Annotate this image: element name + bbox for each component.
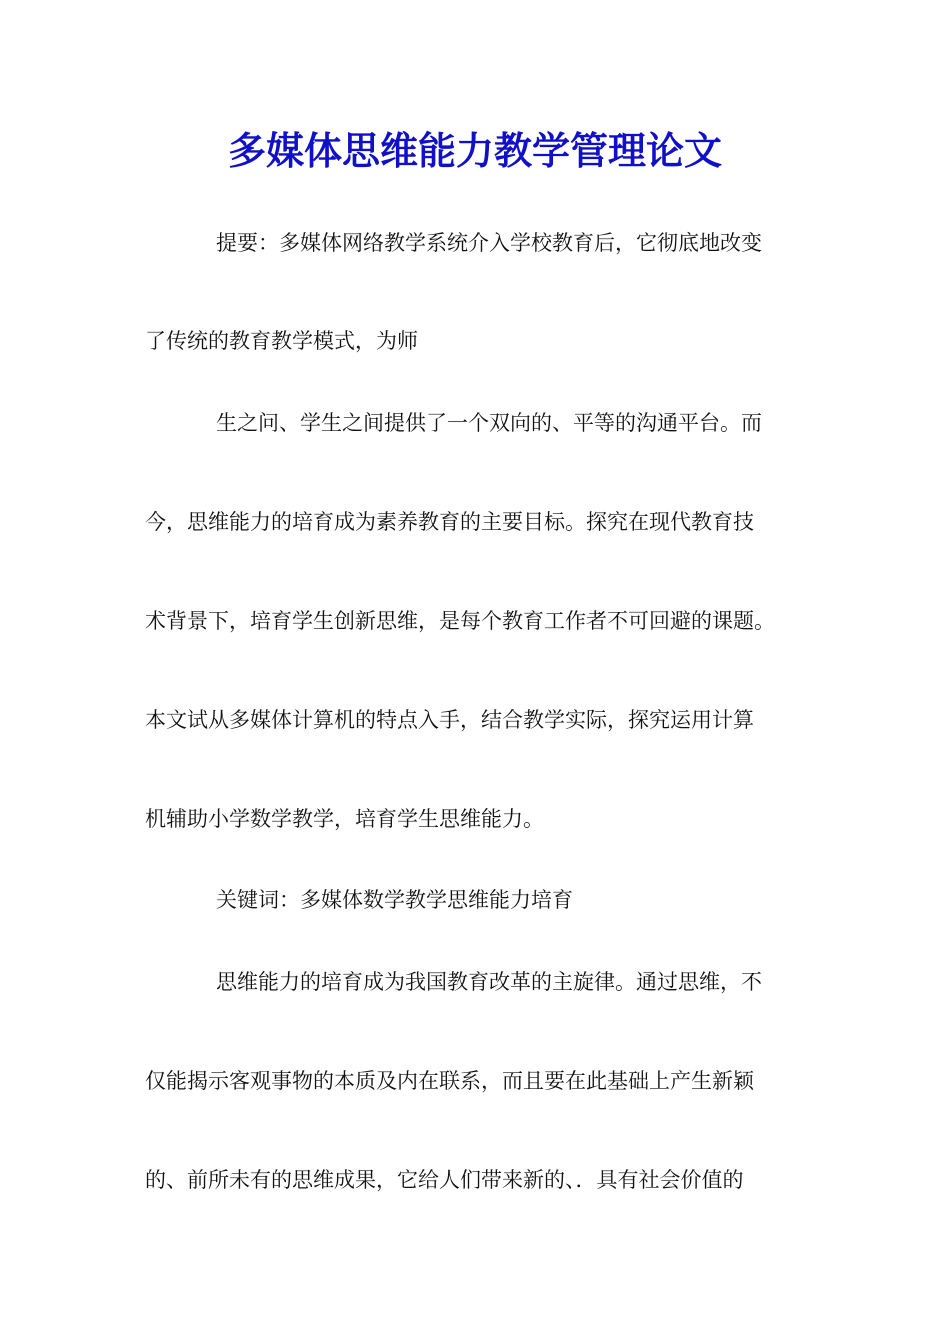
abstract-line-3: 生之问、学生之间提供了一个双向的、平等的沟通平台。而: [216, 411, 762, 435]
keywords-line: 关键词：多媒体数学教学思维能力培育: [216, 888, 573, 912]
body-line-1: 思维能力的培育成为我国教育改革的主旋律。通过思维，不: [216, 970, 762, 994]
document-title: 多媒体思维能力教学管理论文: [227, 128, 722, 173]
abstract-line-2: 了传统的教育教学模式，为师: [145, 329, 418, 353]
body-line-3: 的、前所未有的思维成果，它给人们带来新的、．具有社会价值的: [145, 1168, 744, 1192]
abstract-line-4: 今，思维能力的培育成为素养教育的主要目标。探究在现代教育技: [145, 510, 754, 534]
abstract-line-1: 提要：多媒体网络教学系统介入学校教育后，它彻底地改变: [216, 231, 762, 255]
abstract-line-6: 本文试从多媒体计算机的特点入手，结合教学实际，探究运用计算: [145, 708, 754, 732]
abstract-line-7: 机辅助小学数学教学，培育学生思维能力。: [145, 807, 544, 831]
body-line-2: 仅能揭示客观事物的本质及内在联系，而且要在此基础上产生新颖: [145, 1069, 754, 1093]
abstract-line-5: 术背景下，培育学生创新思维，是每个教育工作者不可回避的课题。: [145, 609, 775, 633]
